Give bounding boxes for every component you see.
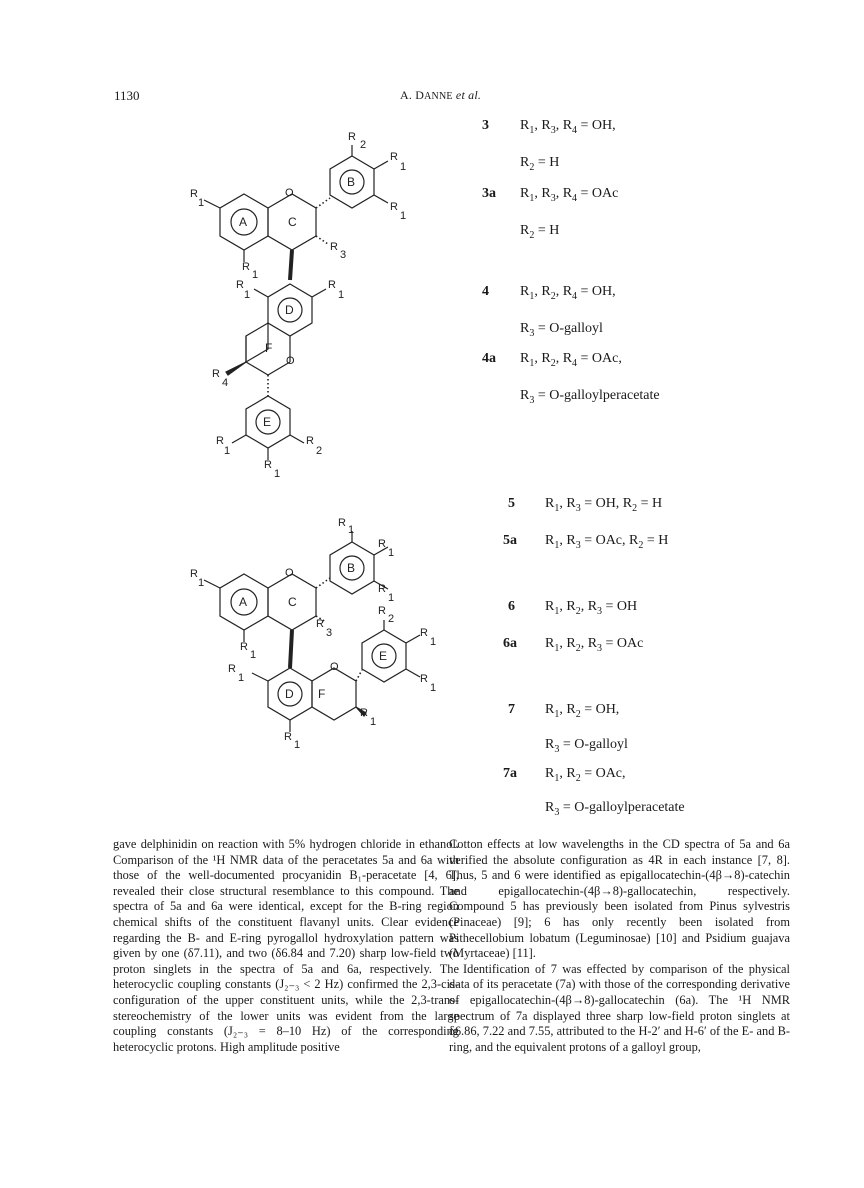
- compound-number: 7a: [503, 766, 517, 781]
- svg-text:2: 2: [316, 445, 323, 457]
- substituent-definition: $R_1$, $R_2$ = OH,: [545, 702, 620, 720]
- svg-text:4: 4: [222, 377, 229, 389]
- svg-text:1: 1: [430, 636, 437, 648]
- body-paragraph: gave delphinidin on reaction with 5% hydrogen chloride in ethanol. Comparison of the ¹H NMR data of the peracetates 5a and 6a with those of the well-documented procyanidin B₁-peracetate [4, 6], revealed their close structural resemblance to this compound. The spectra of 5a and 6a were identical, except for the B-ring region chemical shifts of the constituent flavanyl units. Clear evidence regarding the B- and E-ring pyrogallol hydroxylation pattern was given by one (δ7.11), and two (δ6.84 and 7.20) sharp low-field two proton singlets in the spectra of 5a and 6a, respectively. The heterocyclic coupling constants (J₂₋₃ < 2 Hz) confirmed the 2,3-cis-configuration of the upper constituent units, while the 2,3-trans-stereochemistry of the lower units was evident from the large coupling constants (J₂₋₃ = 8–10 Hz) of the corresponding heterocyclic protons. High amplitude positive: [113, 837, 459, 1054]
- svg-text:R: R: [360, 707, 368, 719]
- svg-text:R: R: [212, 368, 220, 380]
- svg-text:R: R: [420, 673, 428, 685]
- svg-text:R: R: [228, 663, 236, 675]
- substituent-definition: $R_1$, $R_2$ = OAc,: [545, 766, 626, 784]
- compound-number: 4: [482, 284, 489, 299]
- svg-text:1: 1: [274, 468, 281, 480]
- svg-text:D: D: [285, 687, 294, 701]
- svg-text:O: O: [286, 355, 295, 367]
- svg-text:R: R: [306, 435, 314, 447]
- substituent-definition: $R_1$, $R_2$, $R_3$ = OH: [545, 599, 638, 617]
- svg-text:1: 1: [430, 682, 437, 694]
- svg-text:1: 1: [400, 161, 407, 173]
- svg-text:1: 1: [198, 577, 205, 589]
- substituent-definition: $R_1$, $R_3$, $R_4$ = OH,: [520, 118, 616, 136]
- svg-text:2: 2: [360, 139, 367, 151]
- structure-lower: [190, 517, 436, 751]
- svg-text:1: 1: [348, 524, 355, 536]
- compound-number: 6: [508, 599, 515, 614]
- svg-text:1: 1: [250, 649, 257, 661]
- substituent-definition: $R_1$, $R_3$ = OAc, $R_2 = H$: [545, 533, 669, 551]
- ring-label-c: C: [288, 215, 297, 229]
- substituent-definition: $R_1$, $R_3$ = OH, $R_2 = H$: [545, 496, 663, 514]
- svg-text:R: R: [284, 731, 292, 743]
- substituent-definition: $R_3$ = O-galloyl: [520, 321, 603, 339]
- svg-text:1: 1: [198, 197, 205, 209]
- svg-text:1: 1: [244, 289, 251, 301]
- compound-number: 7: [508, 702, 515, 717]
- svg-text:R: R: [190, 188, 198, 200]
- substituent-definition: $R_2 = H$: [520, 155, 560, 173]
- svg-text:R: R: [242, 261, 250, 273]
- body-column-left: [113, 837, 459, 1055]
- page-number: 1130: [114, 88, 140, 103]
- svg-text:1: 1: [252, 269, 259, 281]
- svg-text:1: 1: [338, 289, 345, 301]
- svg-text:R: R: [316, 618, 324, 630]
- body-column-right: [449, 837, 790, 1055]
- svg-text:E: E: [379, 649, 388, 663]
- svg-text:1: 1: [388, 547, 395, 559]
- substituent-definition: $R_3$ = O-galloyl: [545, 737, 628, 755]
- svg-text:R: R: [390, 151, 398, 163]
- svg-text:B: B: [347, 175, 356, 189]
- substituent-definition: $R_1$, $R_3$, $R_4$ = OAc: [520, 186, 619, 204]
- svg-text:1: 1: [400, 210, 407, 222]
- svg-text:R: R: [378, 605, 386, 617]
- svg-text:R: R: [348, 131, 356, 143]
- substituent-definition: $R_1$, $R_2$, $R_4$ = OH,: [520, 284, 616, 302]
- substituent-definition: $R_1$, $R_2$, $R_3$ = OAc: [545, 636, 644, 654]
- body-paragraph: Identification of 7 was effected by comparison of the physical data of its peracetate (7a) with those of the corresponding derivative of epigallocatechin-(4β→8)-gallocatechin (6a). The ¹H NMR spectrum of 7a displayed three sharp low-field proton singlets at δ6.86, 7.22 and 7.55, attributed to the H-2′ and H-6′ of the E- and B-ring, and the equivalent protons of a galloyl group,: [449, 961, 790, 1054]
- svg-text:O: O: [330, 661, 339, 673]
- svg-text:R: R: [338, 517, 346, 529]
- svg-text:1: 1: [294, 739, 301, 751]
- substituent-definition: $R_1$, $R_2$, $R_4$ = OAc,: [520, 351, 622, 369]
- svg-text:2: 2: [388, 613, 395, 625]
- compound-number: 3a: [482, 186, 496, 201]
- svg-text:R: R: [330, 241, 338, 253]
- svg-text:R: R: [378, 583, 386, 595]
- svg-text:R: R: [264, 459, 272, 471]
- substituent-definition: $R_2 = H$: [520, 223, 560, 241]
- substituent-definition: $R_3$ = O-galloylperacetate: [545, 800, 685, 818]
- svg-text:R: R: [240, 641, 248, 653]
- svg-text:R: R: [378, 538, 386, 550]
- compound-number: 5: [508, 496, 515, 511]
- svg-text:C: C: [288, 595, 297, 609]
- svg-text:R: R: [420, 627, 428, 639]
- svg-text:O: O: [285, 187, 294, 199]
- compound-number: 3: [482, 118, 489, 133]
- svg-text:R: R: [236, 279, 244, 291]
- svg-text:1: 1: [238, 672, 245, 684]
- ring-label-a: A: [239, 215, 248, 229]
- compound-number: 5a: [503, 533, 517, 548]
- svg-text:3: 3: [326, 627, 333, 639]
- svg-text:R: R: [216, 435, 224, 447]
- svg-text:D: D: [285, 303, 294, 317]
- structure-upper: [190, 131, 406, 480]
- svg-text:R: R: [190, 568, 198, 580]
- svg-text:3: 3: [340, 249, 347, 261]
- compound-number: 4a: [482, 351, 496, 366]
- svg-text:R: R: [328, 279, 336, 291]
- compound-number: 6a: [503, 636, 517, 651]
- body-paragraph: Cotton effects at low wavelengths in the CD spectra of 5a and 6a verified the absolute configuration as 4R in each instance [7, 8]. Thus, 5 and 6 were identified as epigallocatechin-(4β→8)-catechin and epigallocatechin-(4β→8)-gallocatechin, respectively. Compound 5 has previously been isolated from Pinus sylvestris (Pinaceae) [9]; 6 has only recently been isolated from Pithecellobium lobatum (Leguminosae) [10] and Psidium guajava (Myrtaceae) [11].: [449, 837, 790, 961]
- svg-text:R: R: [390, 201, 398, 213]
- svg-text:1: 1: [370, 716, 377, 728]
- svg-text:A: A: [239, 595, 248, 609]
- running-header: A. DANNE et al.: [400, 88, 482, 102]
- svg-text:F: F: [265, 341, 273, 355]
- svg-text:1: 1: [388, 592, 395, 604]
- svg-text:F: F: [318, 687, 326, 701]
- svg-text:O: O: [285, 567, 294, 579]
- svg-text:E: E: [263, 415, 272, 429]
- svg-text:1: 1: [224, 445, 231, 457]
- svg-text:B: B: [347, 561, 356, 575]
- substituent-definition: $R_3$ = O-galloylperacetate: [520, 388, 660, 406]
